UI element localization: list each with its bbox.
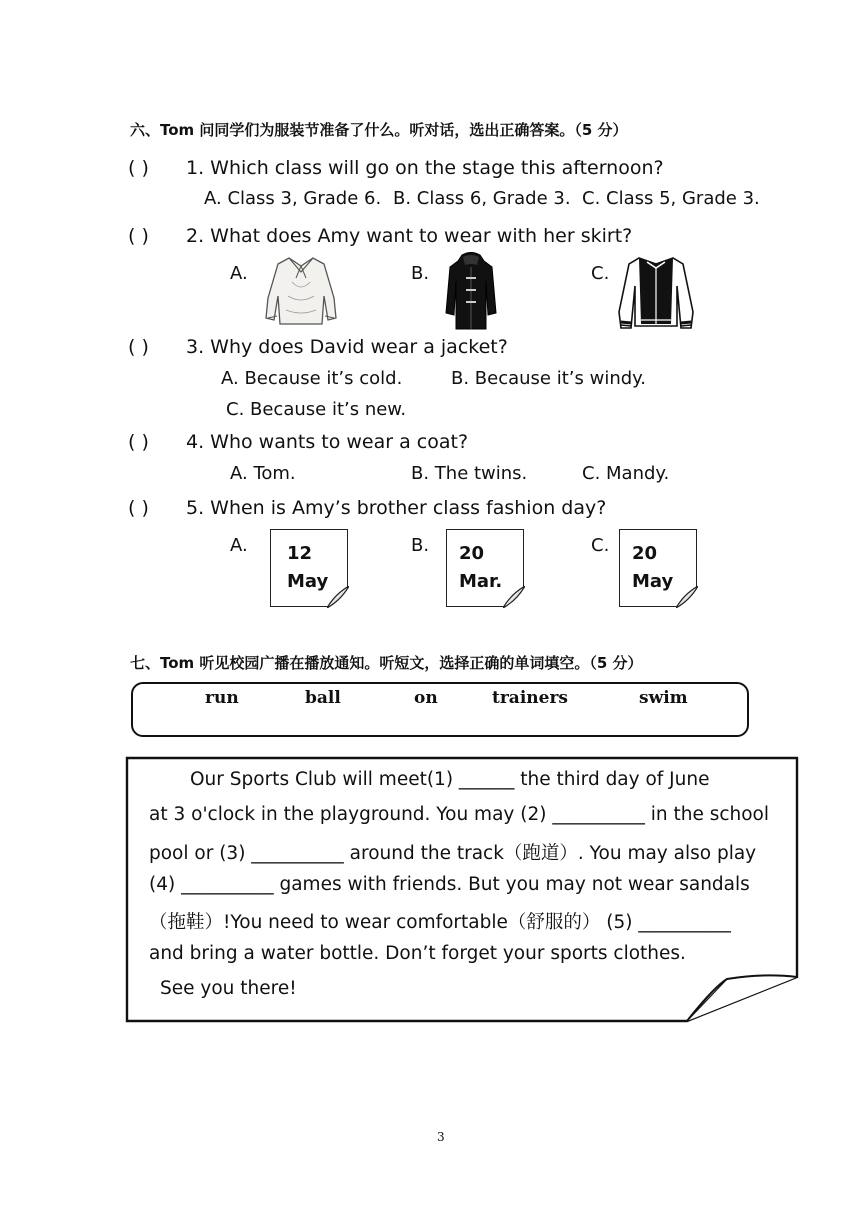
passage-line-7: See you there! (160, 978, 297, 999)
page-curl-icon (503, 586, 525, 608)
word-trainers: trainers (492, 688, 568, 708)
passage-line-5: （拖鞋）!You need to wear comfortable（舒服的） (5) __________ (149, 912, 731, 933)
date-note-c-month: May (632, 571, 674, 592)
blouse-icon (262, 252, 340, 328)
q4-option-c[interactable]: C. Mandy. (582, 463, 670, 484)
page-curl-icon (327, 586, 349, 608)
date-note-a-month: May (287, 571, 329, 592)
q4-option-a[interactable]: A. Tom. (230, 463, 296, 484)
question-4: 4. Who wants to wear a coat? (186, 431, 469, 453)
section-7-title: 七、Tom 听见校园广播在播放通知。听短文，选择正确的单词填空。（5 分） (130, 654, 643, 672)
q5-option-c[interactable]: C. (591, 535, 610, 556)
date-note-a (270, 529, 348, 607)
word-on: on (414, 688, 438, 708)
question-5: 5. When is Amy’s brother class fashion day? (186, 497, 607, 519)
question-2: 2. What does Amy want to wear with her skirt? (186, 225, 633, 247)
word-ball: ball (305, 688, 341, 708)
date-note-b-day: 20 (459, 543, 485, 564)
q5-option-b[interactable]: B. (411, 535, 430, 556)
passage-line-6: and bring a water bottle. Don’t forget your sports clothes. (149, 943, 686, 964)
section-6-title: 六、Tom 问同学们为服装节准备了什么。听对话，选出正确答案。（5 分） (130, 121, 628, 139)
passage-line-1: Our Sports Club will meet(1) ______ the third day of June (190, 769, 710, 790)
q2-option-b[interactable]: B. (411, 263, 430, 284)
passage-line-3: pool or (3) __________ around the track（跑道）. You may also play (149, 843, 757, 864)
page-number: 3 (437, 1130, 445, 1144)
word-swim: swim (639, 688, 688, 708)
q3-option-b[interactable]: B. Because it’s windy. (451, 368, 646, 389)
word-run: run (205, 688, 239, 708)
date-note-b (446, 529, 524, 607)
date-note-c-day: 20 (632, 543, 658, 564)
answer-paren-4[interactable]: ( ) (128, 431, 149, 453)
q1-option-c[interactable]: C. Class 5, Grade 3. (582, 188, 760, 209)
q3-option-c[interactable]: C. Because it’s new. (226, 399, 407, 420)
date-note-c (619, 529, 697, 607)
q2-option-c[interactable]: C. (591, 263, 610, 284)
varsity-jacket-icon (617, 252, 695, 332)
passage-line-2: at 3 o'clock in the playground. You may (2) __________ in the school (149, 804, 770, 825)
q5-option-a[interactable]: A. (230, 535, 248, 556)
date-note-b-month: Mar. (459, 571, 503, 592)
q3-option-a[interactable]: A. Because it’s cold. (221, 368, 403, 389)
q1-option-b[interactable]: B. Class 6, Grade 3. (393, 188, 571, 209)
passage-line-4: (4) __________ games with friends. But you may not wear sandals (149, 874, 750, 895)
q2-option-a[interactable]: A. (230, 263, 248, 284)
q1-option-a[interactable]: A. Class 3, Grade 6. (204, 188, 382, 209)
answer-paren-5[interactable]: ( ) (128, 497, 149, 519)
question-3: 3. Why does David wear a jacket? (186, 336, 508, 358)
question-1: 1. Which class will go on the stage this afternoon? (186, 157, 664, 179)
answer-paren-1[interactable]: ( ) (128, 157, 149, 179)
answer-paren-3[interactable]: ( ) (128, 336, 149, 358)
date-note-a-day: 12 (287, 543, 313, 564)
q4-option-b[interactable]: B. The twins. (411, 463, 528, 484)
duffle-coat-icon (444, 251, 498, 331)
page-curl-icon (676, 586, 698, 608)
answer-paren-2[interactable]: ( ) (128, 225, 149, 247)
